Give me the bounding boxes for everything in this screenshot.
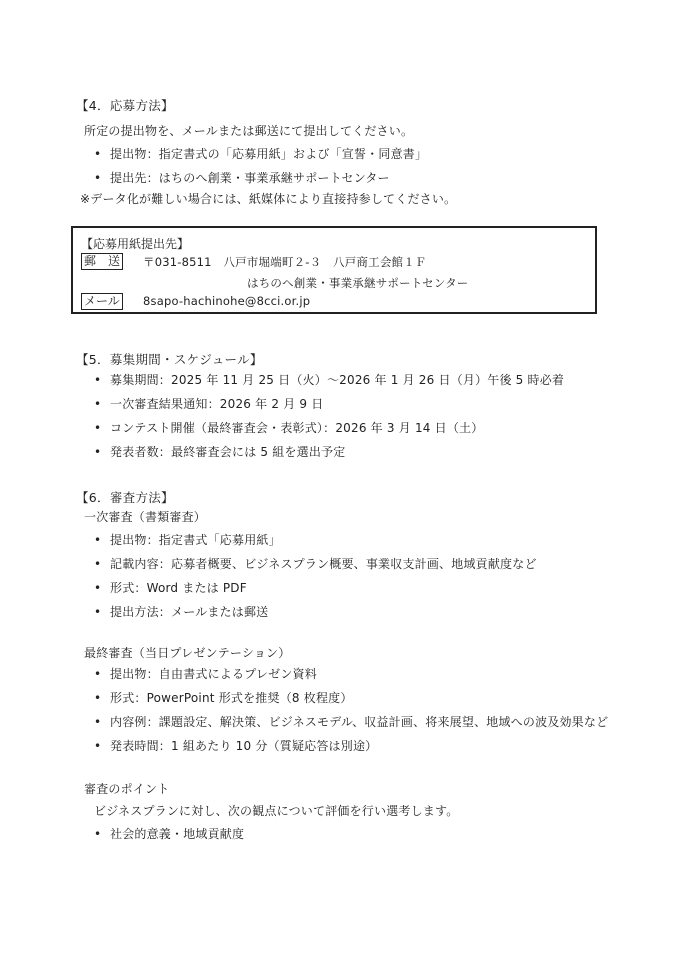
section-6-title: 【6．審査方法】: [76, 490, 174, 505]
review-points-intro: ビジネスプランに対し、次の観点について評価を行い選考します。: [94, 804, 459, 818]
section-4-list: [92, 144, 427, 192]
list-item: • 一次審査結果通知：2026 年 2 月 9 日: [92, 394, 564, 418]
list-item: • 形式：PowerPoint 形式を推奨（8 枚程度）: [92, 688, 608, 712]
review-points-list: [92, 824, 244, 848]
list-item: • 発表時間：1 組あたり 10 分（質疑応答は別途）: [92, 736, 608, 760]
section-5-list: [92, 370, 564, 466]
post-address: 〒031-8511 八戸市堀端町２-３ 八戸商工会館１Ｆ: [143, 255, 427, 269]
list-item: • 提出物：指定書式の「応募用紙」および「宣誓・同意書」: [92, 144, 427, 168]
post-label: 郵 送: [81, 253, 123, 270]
list-item: • 提出物：自由書式によるプレゼン資料: [92, 664, 608, 688]
mail-label: メール: [81, 293, 123, 310]
list-item: • 内容例：課題設定、解決策、ビジネスモデル、収益計画、将来展望、地域への波及効果など: [92, 712, 608, 736]
section-4-intro: 所定の提出物を、メールまたは郵送にて提出してください。: [84, 124, 414, 138]
first-review-heading: 一次審査（書類審査）: [84, 510, 207, 524]
list-item: • 形式：Word または PDF: [92, 578, 537, 602]
list-item: • 社会的意義・地域貢献度: [92, 824, 244, 848]
list-item: • 提出物：指定書式「応募用紙」: [92, 530, 537, 554]
list-item: • 記載内容：応募者概要、ビジネスプラン概要、事業収支計画、地域貢献度など: [92, 554, 537, 578]
submission-address-box: [71, 226, 597, 314]
first-review-list: [92, 530, 537, 626]
section-4-note: ※データ化が難しい場合には、紙媒体により直接持参してください。: [80, 192, 457, 206]
post-recipient: はちのへ創業・事業承継サポートセンター: [247, 276, 469, 290]
list-item: • 提出先：はちのへ創業・事業承継サポートセンター: [92, 168, 427, 192]
list-item: • 発表者数：最終審査会には 5 組を選出予定: [92, 442, 564, 466]
final-review-list: [92, 664, 608, 760]
list-item: • コンテスト開催（最終審査会・表彰式）：2026 年 3 月 14 日（土）: [92, 418, 564, 442]
list-item: • 提出方法：メールまたは郵送: [92, 602, 537, 626]
final-review-heading: 最終審査（当日プレゼンテーション）: [84, 646, 291, 660]
mail-address: 8sapo-hachinohe@8cci.or.jp: [143, 294, 311, 308]
section-5-title: 【5．募集期間・スケジュール】: [76, 352, 263, 367]
section-4-title: 【4．応募方法】: [76, 98, 174, 113]
list-item: • 募集期間：2025 年 11 月 25 日（火）～2026 年 1 月 26 日（月）午後 5 時必着: [92, 370, 564, 394]
review-points-heading: 審査のポイント: [84, 782, 170, 796]
box-title: 【応募用紙提出先】: [81, 237, 190, 251]
